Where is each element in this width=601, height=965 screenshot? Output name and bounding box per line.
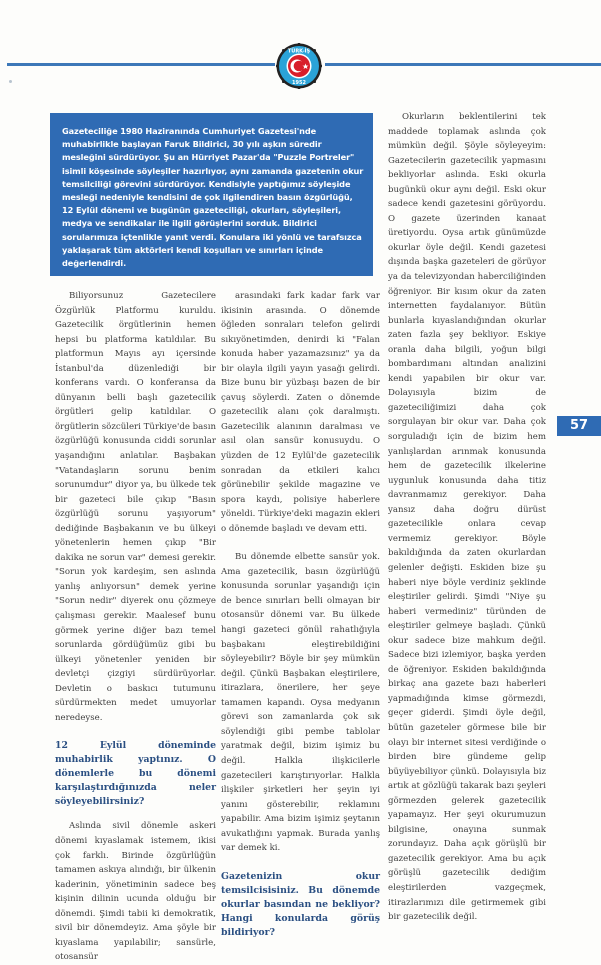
paragraph: Okurların beklentilerini tek maddede toplamak aslında çok mümkün değil. Şöyle söyleyeyim: Gazetecilerin gazetecilik yapmasını bekliyorlar aslında. Eski okurla bugünkü okur aynı değil. Eski okur sadece kendi gazetesini görüyordu. O gazete üzerinden kanaat üretiyordu. Oysa artık günümüzde okurlar öyle değil. Kendi gazetesi dışında başka gazeteleri de görüyor ya da televizyondan haberciliğinden öğreniyor. Bir kısım okur da zaten internetten faydalanıyor. Bütün bunlarla kıyaslandığından okurlar zaten fazla şey bekliyor. Eskiye oranla daha bilgili, yoğun bilgi bombardımanı altından analizini kendi yapabilen bir okur var. Dolayısıyla bizim de gazeteciliğimizi daha çok sorgulayan bir okur var. Daha çok sorguladığı için de bizim hem yanlışlardan arınmak konusunda hem de gazetecilik ilkelerine uygunluk konusunda daha titiz davranmamız gerekiyor. Daha yansız daha doğru dürüst gazetecilikle onlara cevap vermemiz gerekiyor. Böyle bakıldığında da zaten okurlardan gelenler değişti. Eskiden bize şu haberi niye böyle verdiniz şeklinde eleştiriler gelirdi. Şimdi "Niye şu haberi vermediniz" türünden de eleştiriler gelmeye başladı. Çünkü okur sadece bize mahkum değil. Sadece bizi izlemiyor, başka yerden de öğreniyor. Eskiden bakıldığında birkaç ana gazete bazı haberleri yapmadığında kimse görmezdi, geçer giderdi. Şimdi öyle değil, bütün gazeteler görmese bile bir olayı bir internet sitesi verdiğinde o birden bire gündeme gelip büyüyebiliyor çünkü. Dolayısıyla biz artık at gözlüğü takarak bazı şeyleri görmezden gelerek gazetecilik yapamayız. Her şeyi okurumuzun bilgisine, onayına sunmak zorundayız. Daha açık görüşlü bir gazetecilik gerekiyor. Ama bu açık görüşlü gazetecilik dediğim eleştirilerden vazgeçmek, itirazlarımızı dile getirmemek gibi bir gazetecilik değil. (388, 112, 546, 923)
column-1 (55, 289, 216, 965)
intro-text: Gazeteciliğe 1980 Haziranında Cumhuriyet Gazetesi'nde muhabirlikle başlayan Faruk Bildirici, 30 yılı aşkın süredir mesleğini sürdürüyor. Şu an Hürriyet Pazar'da "Puzzle Portreler" isimli köşesinde söyleşiler hazırlıyor, aynı zamanda gazetenin okur temsilciliği görevini sürdürüyor. Kendisiyle yaptığımız söyleşide mesleği nedeniyle kendisini de çok ilgilendiren basın özgürlüğü, 12 Eylül dönemi ve bugünün gazeteciliği, okurları, söyleşileri, medya ve sendikalar ile ilgili görüşlerini sorduk. Bildirici sorularımıza içtenlikle yanıt verdi. Konulara iki yönlü ve tarafsızca yaklaşarak tüm aktörleri kendi koşulları ve sınırları içinde değerlendirdi. (62, 126, 364, 269)
paragraph: Biliyorsunuz Gazetecilere Özgürlük Platformu kuruldu. Gazetecilik örgütlerinin hemen hepsi bu platforma katıldılar. Bu platformun Mayıs ayı içersinde İstanbul'da düzenlediği bir konferans vardı. O konferansa da dünyanın belli başlı gazetecilik örgütleri gelip katıldılar. O örgütlerin sözcüleri Türkiye'de basın özgürlüğü konusunda ciddi sorunlar yaşandığını anlatılar. Başbakan "Vatandaşların sorunu benim sorunumdur" diyor ya, bu ülkede tek bir gazeteci bile çıkıp "Basın özgürlüğü sorunu yaşıyorum" dediğinde Başbakanın ve bu ülkeyi yönetenlerin hemen çıkıp "Bir dakika ne sorun var" demesi gerekir. "Sorun yok kardeşim, sen aslında yanlış anlıyorsun" demek yerine "Sorun nedir" diyerek onu çözmeye çalışması gerekir. Maalesef bunu görmek yerine diğer bazı temel sorunlarda gördüğümüz gibi bu ülkeyi yönetenler yeniden bir devletçi çizgiyi sürdürüyorlar. Devletin o baskıcı tutumunu sürdürmekten medet umuyorlar neredeyse. (55, 291, 216, 723)
header-rule-left (7, 63, 275, 66)
header-rule-right (325, 63, 601, 66)
column-3 (388, 110, 546, 925)
turk-is-emblem-icon (276, 43, 322, 89)
column-2 (221, 289, 380, 950)
page-number: 57 (557, 416, 601, 436)
interview-question: 12 Eylül döneminde muhabirlik yaptınız. O dönemlerle bu dönemi karşılaştırdığınızda neler söyleyebilirsiniz? (55, 740, 216, 808)
paragraph: Aslında sivil dönemle askeri dönemi kıyaslamak istemem, ikisi çok farklı. Birinde özgürlüğün tamamen askıya alındığı, bir ülkenin kaderinin, yönetiminin sadece beş kişinin dilinin ucunda olduğu bir dönemdi. Şimdi tabii ki demokratik, sivil bir dönemdeyiz. Ama şöyle bir kıyaslama yapılabilir; sansürle, otosansür (55, 821, 216, 963)
interview-question: Gazetenizin okur temsilcisisiniz. Bu dönemde okurlar basından ne bekliyor? Hangi konularda görüş bildiriyor? (221, 870, 380, 938)
decorative-dot (9, 80, 12, 83)
paragraph: arasındaki fark kadar fark var ikisinin arasında. O dönemde öğleden sonraları telefon gelirdi sıkıyönetimden, denirdi ki "Falan konuda haber yazamazsınız" ya da bir olayla ilgili yayın yasağı gelirdi. Bize bunu bir yüzbaşı bazen de bir çavuş söylerdi. Zaten o dönemde gazetecilik alanı çok daralmıştı. Gazetecilik alanının daralması ve asıl olan sansür konusuydu. O yüzden de 12 Eylül'de gazetecilik sonradan da etkileri kalıcı görünebilir şekilde magazine ve spora kaydı, polisiye haberlere yöneldi. Türkiye'deki magazin ekleri o dönemde başladı ve devam etti. (221, 291, 380, 534)
paragraph: Bu dönemde elbette sansür yok. Ama gazetecilik, basın özgürlüğü konusunda sorunlar yaşandığı için de bence sınırları belli olmayan bir otosansür dönemi var. Bu ülkede hangi gazeteci gönül rahatlığıyla başbakanı eleştirebildiğini söyleyebilir? Böyle bir şey mümkün değil. Çünkü Başbakan eleştirilere, itirazlara, önerilere, her şeye tamamen kapandı. Oysa medyanın görevi son zamanlarda çok sık söylendiği gibi pembe tablolar yaratmak değil, bizim işimiz bu değil. Halkla ilişkicilerle gazetecileri karıştırıyorlar. Halkla ilişkiler şirketleri her şeyin iyi yanını gösterebilir, reklamını yapabilir. Ama bizim işimiz şeytanın avukatlığını yapmak. Burada yanlış var demek ki. (221, 552, 380, 854)
logo-top-text: TÜRK-İŞ (287, 48, 311, 55)
logo-bottom-text: 1952 (292, 80, 306, 86)
intro-box (50, 113, 373, 276)
